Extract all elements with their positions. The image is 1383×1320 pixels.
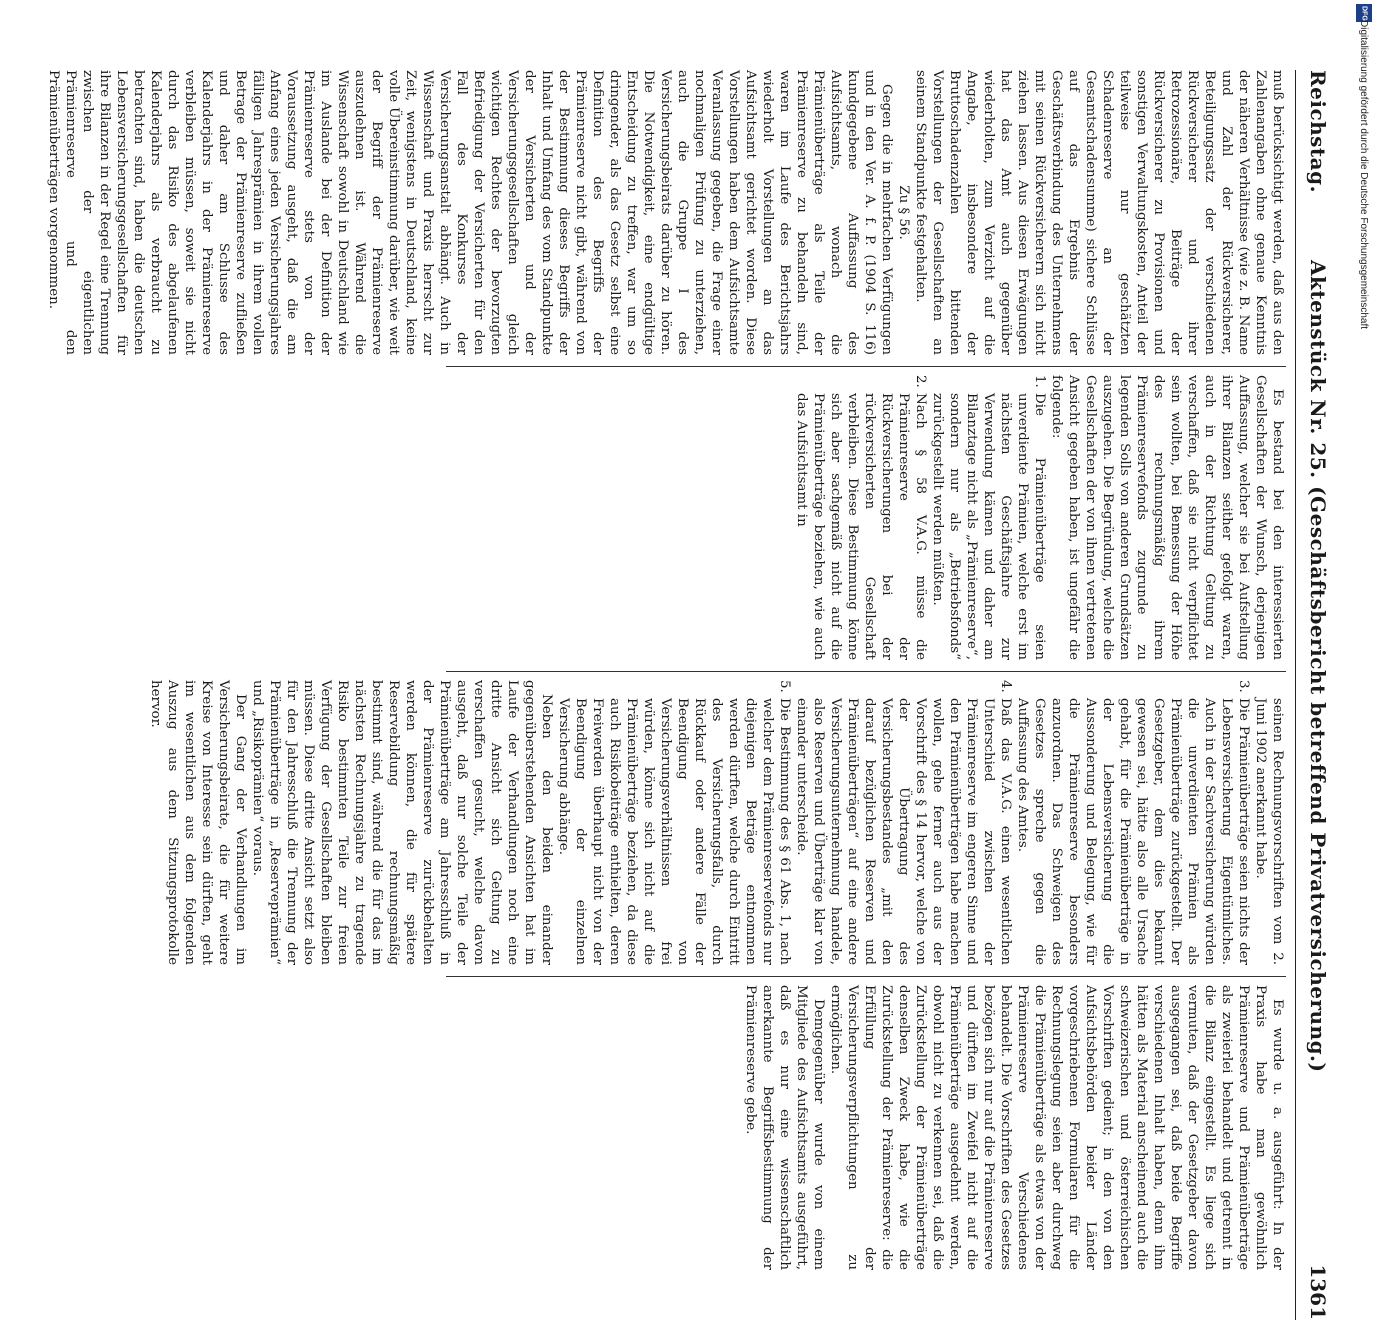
list-item xyxy=(793,375,929,660)
list-text: Die Prämienüberträge seien nichts der Lebensversicherung Eigentümliches. Auch in der Sachversicherung würden die unverdienten Prämien als Prämienüberträge zurückgestellt. Der Gesetzgeber, dem dies bekannt gewesen sei, hätte also alle Ursache gehabt, für die Prämienüberträge in der Lebensversicherung die Aussonderung und Belegung, wie für die Prämienreserve besonders anzuordnen. Das Schweigen des Gesetzes spreche gegen die Auffassung des Amtes. xyxy=(1015,698,1251,965)
header-reichstag: Reichstag. xyxy=(1306,70,1330,194)
text-column-1 xyxy=(46,70,1286,355)
digitization-note-text: Digitalisierung gefördert durch die Deutsche Forschungsgemeinschaft xyxy=(1358,20,1369,330)
paragraph: Neben den beiden einander gegenüberstehenden Ansichten hat im Laufe der Verhandlungen noch eine dritte Ansicht sich Geltung zu verschaffen gesucht, welche davon ausgeht, daß nur solche Teile der Prämienüberträge am Jahresschluß in der Prämienreserve zurückbehalten werden können, die für spätere Reservebildung rechnungsmäßig bestimmt sind, während die für das im nächsten Rechnungsjahre zu tragende Risiko bestimmten Teile zur freien Verfügung der Gesellschaften bleiben müssen. Diese dritte Ansicht setzt also für den Jahresschluß die Trennung der Prämienüberträge in „Reserveprämien“ und „Risikoprämien“ voraus. xyxy=(250,680,554,965)
column-divider xyxy=(446,671,1286,672)
list-item xyxy=(555,680,793,965)
paragraph: muß berücksichtigt werden, daß aus den Zahlenangaben ohne genaue Kenntnis der näheren Verhältnisse (wie z. B. Name und Zahl der Rückversicherer, Beteiligungssatz der verschiedenen Rückversicherer und ihrer Retrozessionäre, Beiträge der Rückversicherer zu Provisionen und sonstigen Verwaltungskosten, Anteil der teilweise nur geschätzten Schadenreserve an der Gesamtschadensumme) sichere Schlüsse auf das Ergebnis der Geschäftsverbindung des Unternehmens mit seinen Rückversicherern sich nicht ziehen lassen. Aus diesen Erwägungen hat das Amt auch gegenüber wiederholten, zum Verzicht auf die Angabe, insbesondere der Bruttoschadenzahlen bittenden Vorstellungen der Gesellschaften an seinem Standpunkte festgehalten. xyxy=(913,70,1285,355)
text-column-3 xyxy=(148,680,1286,965)
list-item xyxy=(929,375,1048,660)
list-item xyxy=(1014,680,1252,965)
list-text: Die Bestimmung des § 61 Abs. 1, nach welcher dem Prämienreservefonds nur diejenigen Beträge entnommen werden dürften, welche durch Eintritt des Versicherungsfalls, durch Rückkauf oder andere Fälle der Beendigung von Versicherungsverhältnissen frei würden, könne sich nicht auf die Prämienüberträge beziehen, da diese auch Risikobeiträge enthielten, deren Freiwerden überhaupt nicht von der Beendigung der einzelnen Versicherung abhänge. xyxy=(556,698,792,965)
header-title: Aktenstück Nr. 25. (Geschäftsbericht betreffend Privatversicherung.) xyxy=(1306,260,1330,1073)
column-divider xyxy=(446,976,1286,977)
paragraph: Demgegenüber wurde von einem Mitgliede des Aufsichtsamts ausgeführt, daß es nur eine wissenschaftlich anerkannte Begriffsbestimmung der Prämienreserve gebe. xyxy=(743,985,826,1270)
list-text: Nach § 58 V.A.G. müsse die Prämienreserve der Rückversicherungen bei der rückversicherten Gesellschaft verbleiben. Diese Bestimmung könne sich aber sachgemäß nicht auf die Prämienüberträge beziehen, wie auch das Aufsichtsamt in xyxy=(794,393,928,660)
list-text: Daß das V.A.G. einen wesentlichen Unterschied zwischen der Prämienreserve im engeren Sinne und den Prämienüberträgen habe machen wollen, gehe ferner auch aus der Vorschrift des § 14 hervor, welche von der Übertragung des Versicherungsbestandes „mit den darauf bezüglichen Reserven und Prämienüberträgen“ auf eine andere Versicherungsunternehmung handele, also Reserven und Überträge klar von einander unterscheide. xyxy=(794,698,1013,965)
list-number: 1. xyxy=(1032,375,1047,388)
list-number: 3. xyxy=(1236,680,1251,693)
paragraph: Der Gang der Verhandlungen im Versicherungsbeirate, die für weitere Kreise von Interesse sein dürften, geht im wesentlichen aus dem folgenden Auszug aus dem Sitzungsprotokolle hervor. xyxy=(148,680,248,965)
dfg-logo: DFG xyxy=(1356,4,1372,22)
paragraph: Gegen die in mehrfachen Verfügungen und in den Ver. A. f. P. (1904 S. 116) kundgegebene Auffassung des Aufsichtsamts, wonach die Prämienüberträge als Teile der Prämienreserve zu behandeln sind, waren im Laufe des Berichtsjahrs wiederholt Vorstellungen an das Aufsichtsamt gerichtet worden. Diese Vorstellungen haben dem Aufsichtsamte Veranlassung gegeben, die Frage einer nochmaligen Prüfung zu unterziehen, auch die Gruppe I des Versicherungsbeirats darüber zu hören. Die Notwendigkeit, eine endgültige Entscheidung zu treffen, war um so dringender, als das Gesetz selbst eine Definition des Begriffs der Prämienreserve nicht gibt, während von der Bestimmung dieses Begriffs der Inhalt und Umfang des vom Standpunkte der Versicherten und der Versicherungsgesellschaften gleich wichtigen Rechtes der bevorzugten Befriedigung der Versicherten für den Fall des Konkurses der Versicherungsanstalt abhängt. Auch in Wissenschaft und Praxis herrscht zur Zeit, wenigstens in Deutschland, keine volle Übereinstimmung darüber, wie weit der Begriff der Prämienreserve auszudehnen ist. Während die Wissenschaft sowohl in Deutschland wie im Auslande bei der Definition der Prämienreserve stets von der Voraussetzung ausgeht, daß die am Anfang eines jeden Versicherungsjahres fälligen Jahresprämien in ihrem vollen Betrage der Prämienreserve zufließen und daher am Schlusse des Kalenderjahrs in der Prämienreserve verbleiben müssen, soweit sie nicht durch das Risiko des abgelaufenen Kalenderjahrs als verbraucht zu betrachten sind, haben die deutschen Lebensversicherungsgesellschaften für ihre Bilanzen in der Regel eine Trennung zwischen der eigentlichen Prämienreserve und den Prämienüberträgen vorgenommen. xyxy=(46,70,894,355)
section-heading: Zu § 56. xyxy=(896,185,911,240)
list-text: Die Prämienüberträge seien unverdiente Prämien, welche erst im nächsten Geschäftsjahre zur Verwendung kämen und daher am Bilanztage nicht als „Prämienreserve“, sondern nur als „Betriebsfonds“ zurückgestellt werden müßten. xyxy=(930,393,1047,660)
digitization-note xyxy=(1353,20,1373,720)
list-number: 4. xyxy=(998,680,1013,693)
document-page xyxy=(46,70,1330,1320)
column-divider xyxy=(446,366,1286,367)
page-header xyxy=(1295,70,1330,1320)
text-column-4 xyxy=(446,985,1286,1270)
list-number: 2. xyxy=(913,375,928,388)
paragraph: Es wurde u. a. ausgeführt: In der Praxis habe man gewöhnlich Prämienreserve und Prämienüberträge als zweierlei behandelt und getrennt in die Bilanz eingestellt. Es liege sich vermuten, daß der Gesetzgeber davon ausgegangen sei, daß beide Begriffe verschiedenen Inhalt haben, denn ihm hätten als Material anscheinend auch die schweizerischen und österreichischen Vorschriften gedient; in den von den Aufsichtsbehörden beider Länder vorgeschriebenen Formularen für die Rechnungslegung seien aber durchweg die Prämienüberträge als etwas von der Prämienreserve Verschiedenes behandelt. Die Vorschriften des Gesetzes bezögen sich nur auf die Prämienreserve und dürften im Zweifel nicht auf die Prämienüberträge ausgedehnt werden, obwohl nicht zu verkennen sei, daß die Zurückstellung der Prämienüberträge denselben Zweck habe, wie die Zurückstellung der Prämienreserve: die Erfüllung der Versicherungsverpflichtungen zu ermöglichen. xyxy=(828,985,1285,1270)
paragraph: Es bestand bei den interessierten Gesellschaften der Wunsch, derjenigen Auffassung, welcher sie bei Aufstellung ihrer Bilanzen seither gefolgt waren, auch in der Richtung Geltung zu verschaffen, daß sie nicht verpflichtet sein wollten, bei Bemessung der Höhe des rechnungsmäßig ihrem Prämienreservefonds zugrunde zu legenden Solls von anderen Grundsätzen auszugehen. Die Begründung, welche die Gesellschaften der von ihnen vertretenen Ansicht gegeben haben, ist ungefähr die folgende: xyxy=(1049,375,1285,660)
list-item xyxy=(793,680,1014,965)
page-number: 1361 xyxy=(1306,1264,1330,1320)
text-column-2 xyxy=(446,375,1286,660)
paragraph: seinen Rechnungsvorschriften vom 2. Juni 1902 anerkannt habe. xyxy=(1253,698,1285,965)
list-number: 5. xyxy=(777,680,792,693)
